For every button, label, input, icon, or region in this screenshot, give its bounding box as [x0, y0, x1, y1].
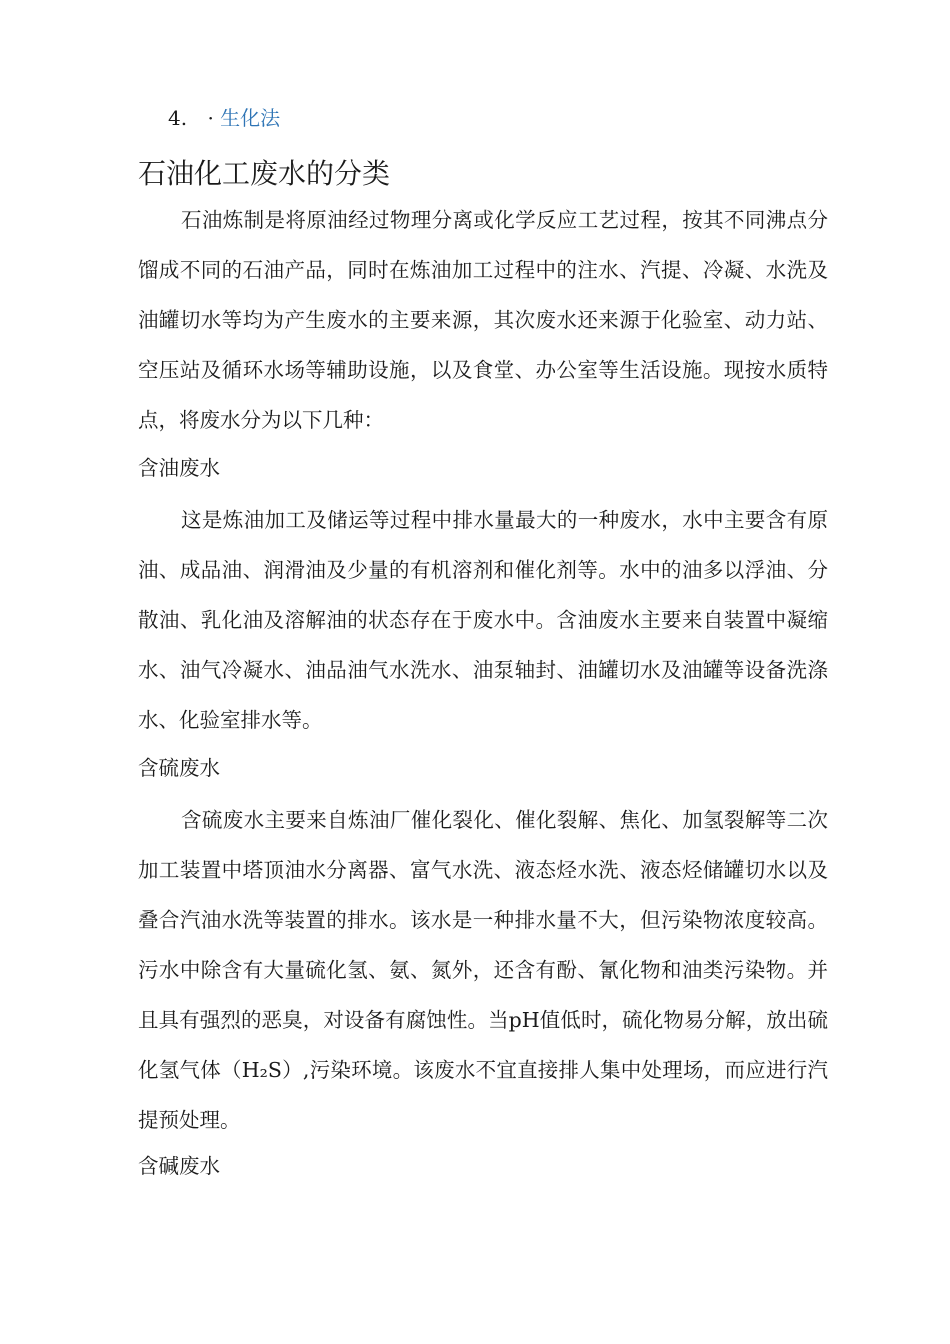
sulfur-wastewater-paragraph: 含硫废水主要来自炼油厂催化裂化、催化裂解、焦化、加氢裂解等二次加工装置中塔顶油水分离器、富气水洗、液态烃水洗、液态烃储罐切水以及叠合汽油水洗等装置的排水。该水是一种排水量不大，但污染物浓度较高。污水中除含有大量硫化氢、氨、氮外，还含有酚、氰化物和油类污染物。并且具有强烈的恶臭，对设备有腐蚀性。当pH值低时，硫化物易分解，放出硫化氢气体（H₂S）,污染环境。该废水不宜直接排人集中处理场，而应进行汽提预处理。 [138, 808, 828, 1132]
list-bullet: · [207, 106, 214, 130]
section-title: 石油化工废水的分类 [138, 157, 391, 190]
toc-list-item [168, 103, 280, 133]
subheading-alkaline-wastewater: 含碱废水 [138, 1154, 220, 1178]
subheading-oily-wastewater: 含油废水 [138, 456, 220, 480]
subheading-sulfur-wastewater: 含硫废水 [138, 756, 220, 780]
list-number: 4. [168, 106, 188, 130]
toc-link-biochemical-method[interactable]: 生化法 [220, 106, 281, 130]
intro-paragraph: 石油炼制是将原油经过物理分离或化学反应工艺过程，按其不同沸点分馏成不同的石油产品，同时在炼油加工过程中的注水、汽提、冷凝、水洗及油罐切水等均为产生废水的主要来源，其次废水还来源于化验室、动力站、空压站及循环水场等辅助设施，以及食堂、办公室等生活设施。现按水质特点，将废水分为以下几种： [138, 208, 828, 432]
oily-wastewater-paragraph: 这是炼油加工及储运等过程中排水量最大的一种废水，水中主要含有原油、成品油、润滑油及少量的有机溶剂和催化剂等。水中的油多以浮油、分散油、乳化油及溶解油的状态存在于废水中。含油废水主要来自装置中凝缩水、油气冷凝水、油品油气水洗水、油泵轴封、油罐切水及油罐等设备洗涤水、化验室排水等。 [138, 508, 828, 732]
